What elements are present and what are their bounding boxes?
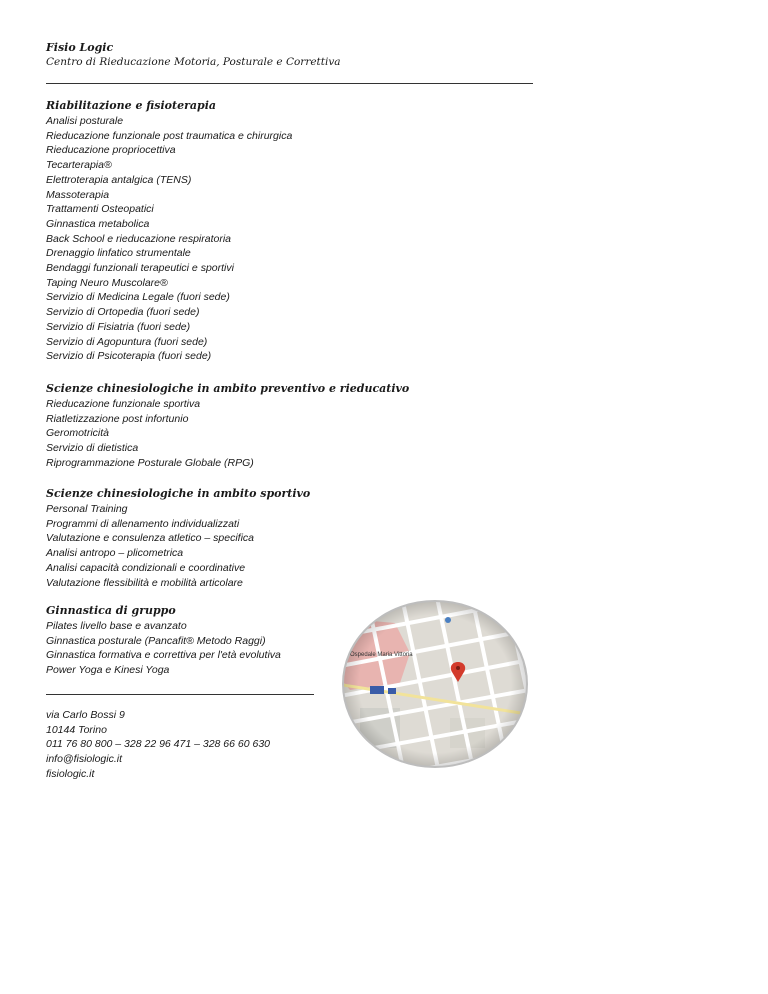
- list-item: Rieducazione funzionale sportiva: [46, 398, 201, 410]
- list-item: Riatletizzazione post infortunio: [46, 412, 189, 425]
- contact-divider: [46, 694, 314, 695]
- email-link[interactable]: info@fisiologic.it: [46, 753, 123, 766]
- section-ginnastica: [46, 603, 281, 678]
- section-title: Riabilitazione e fisioterapia: [46, 99, 217, 112]
- list-item: Servizio di Agopuntura (fuori sede): [46, 335, 208, 348]
- list-item: Analisi posturale: [46, 115, 124, 127]
- list-item: Rieducazione funzionale post traumatica e chirurgica: [46, 129, 293, 142]
- phone-numbers: 011 76 80 800 – 328 22 96 471 – 328 66 60 630: [46, 738, 271, 751]
- section-preventivo: [46, 381, 409, 471]
- list-item: Riprogrammazione Posturale Globale (RPG): [46, 456, 254, 469]
- list-item: Drenaggio linfatico strumentale: [46, 247, 191, 260]
- section-title: Ginnastica di gruppo: [46, 604, 176, 617]
- list-item: Ginnastica metabolica: [46, 217, 150, 230]
- list-item: Bendaggi funzionali terapeutici e sportivi: [46, 262, 234, 275]
- list-item: Servizio di Fisiatria (fuori sede): [46, 320, 191, 333]
- section-sportivo: [46, 486, 310, 590]
- section-title: Scienze chinesiologiche in ambito preventivo e rieducativo: [46, 382, 410, 395]
- list-item: Analisi antropo – plicometrica: [46, 547, 184, 560]
- list-item: Valutazione flessibilità e mobilità articolare: [46, 576, 243, 589]
- header-divider: [46, 83, 533, 84]
- list-item: Pilates livello base e avanzato: [46, 620, 187, 632]
- contact-block: [46, 708, 270, 782]
- list-item: Servizio di Ortopedia (fuori sede): [46, 306, 200, 319]
- list-item: Servizio di dietistica: [46, 442, 139, 455]
- list-item: Analisi capacità condizionali e coordinative: [46, 561, 246, 574]
- list-item: Massoterapia: [46, 188, 110, 201]
- address: via Carlo Bossi 9: [46, 709, 125, 721]
- list-item: Taping Neuro Muscolare®: [46, 276, 168, 289]
- list-item: Programmi di allenamento individualizzati: [46, 517, 240, 530]
- service-list: [46, 114, 292, 364]
- list-item: Valutazione e consulenza atletico – specifica: [46, 532, 254, 545]
- map-vignette: [340, 598, 530, 770]
- service-list: [46, 397, 409, 471]
- city: 10144 Torino: [46, 723, 107, 736]
- list-item: Servizio di Medicina Legale (fuori sede): [46, 291, 230, 304]
- list-item: Rieducazione propriocettiva: [46, 144, 176, 157]
- list-item: Personal Training: [46, 503, 128, 515]
- service-list: [46, 502, 310, 590]
- service-list: [46, 619, 281, 678]
- list-item: Elettroterapia antalgica (TENS): [46, 173, 192, 186]
- list-item: Tecarterapia®: [46, 159, 112, 172]
- list-item: Ginnastica posturale (Pancafit® Metodo Raggi): [46, 634, 266, 647]
- list-item: Geromotricità: [46, 427, 110, 440]
- list-item: Power Yoga e Kinesi Yoga: [46, 664, 170, 677]
- location-map: [340, 598, 530, 770]
- list-item: Ginnastica formativa e correttiva per l'età evolutiva: [46, 649, 281, 662]
- section-title: Scienze chinesiologiche in ambito sportivo: [46, 487, 311, 500]
- list-item: Servizio di Psicoterapia (fuori sede): [46, 350, 212, 363]
- list-item: Trattamenti Osteopatici: [46, 203, 154, 216]
- list-item: Back School e rieducazione respiratoria: [46, 232, 232, 245]
- org-name: Fisio Logic: [46, 41, 114, 54]
- website-link[interactable]: fisiologic.it: [46, 767, 95, 780]
- org-subtitle: Centro di Rieducazione Motoria, Posturale e Correttiva: [46, 56, 341, 68]
- section-riabilitazione: [46, 98, 292, 364]
